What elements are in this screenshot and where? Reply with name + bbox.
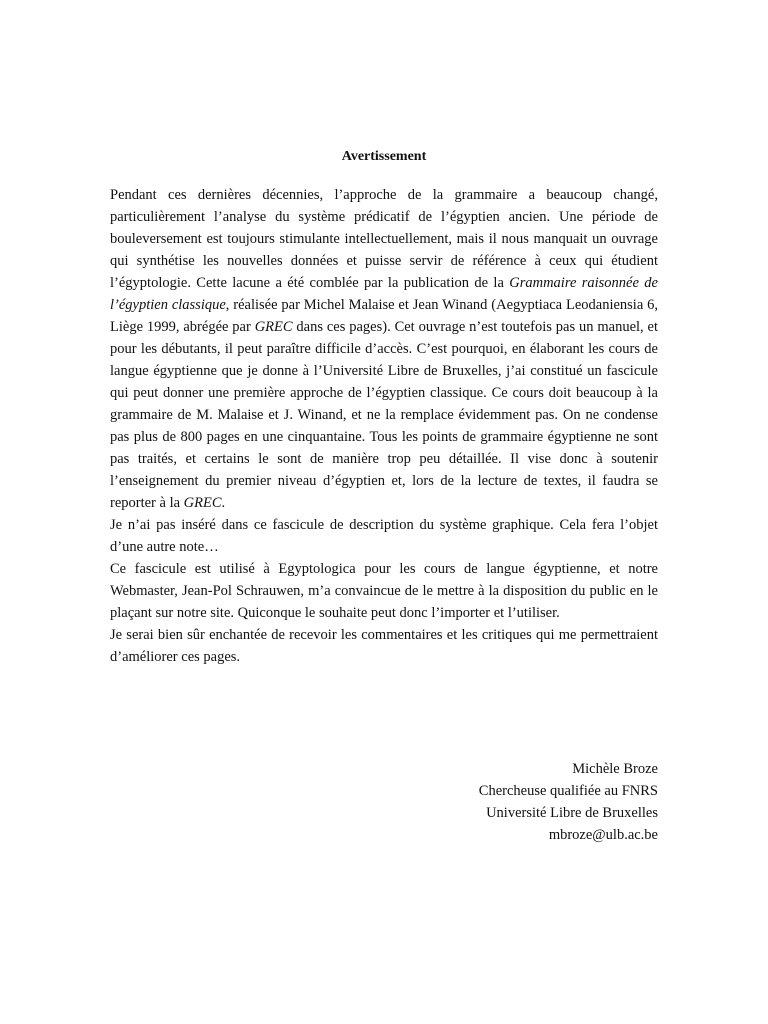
body-text [110,184,658,668]
grec-abbreviation-end: GREC [183,495,222,511]
book-title-italic: Grammaire raisonnée de l’égyptien classique [110,275,658,313]
paragraph-1-text-d: . [221,495,226,511]
author-role: Chercheuse qualifiée au FNRS [478,783,658,799]
grec-abbreviation: GREC [254,319,293,335]
author-name: Michèle Broze [572,761,658,777]
paragraph-1-text-c: dans ces pages). Cet ouvrage n’est toutefois pas un manuel, et pour les débutants, il peut paraître difficile d’accès. C’est pourquoi, en élaborant les cours de langue égyptienne que je donne à l’Université Libre de Bruxelles, j’ai constitué un fascicule qui peut donner une première approche de l’égyptien classique. Ce cours doit beaucoup à la grammaire de M. Malaise et J. Winand, et ne la remplace évidemment pas. On ne condense pas plus de 800 pages en une cinquantaine. Tous les points de grammaire égyptienne ne sont pas traités, et certains le sont de manière trop peu détaillée. Il vise donc à soutenir l’enseignement du premier niveau d’égyptien et, lors de la lecture de textes, il faudra se reporter à la [110,319,658,511]
paragraph-3: Ce fascicule est utilisé à Egyptologica pour les cours de langue égyptienne, et notre Webmaster, Jean-Pol Schrauwen, m’a convaincue de le mettre à la disposition du public en le plaçant sur notre site. Quiconque le souhaite peut donc l’importer et l’utiliser. [110,561,658,621]
paragraph-4: Je serai bien sûr enchantée de recevoir les commentaires et les critiques qui me permettraient d’améliorer ces pages. [110,627,658,665]
paragraph-1 [110,184,658,514]
paragraph-1-text-a: Pendant ces dernières décennies, l’approche de la grammaire a beaucoup changé, particulièrement l’analyse du système prédicatif de l’égyptien ancien. Une période de bouleversement est toujours stimulante intellectuellement, mais il nous manquait un ouvrage qui synthétise les nouvelles données et puisse servir de référence à ceux qui étudient l’égyptologie. Cette lacune a été comblée par la publication de la [110,187,658,291]
author-email: mbroze@ulb.ac.be [548,827,658,843]
signature-block [479,758,658,846]
paragraph-2: Je n’ai pas inséré dans ce fascicule de description du système graphique. Cela fera l’objet d’une autre note… [110,517,658,555]
page-title: Avertissement [341,149,427,164]
paragraph-1-text-b: , réalisée par Michel Malaise et Jean Winand (Aegyptiaca Leodaniensia 6, Liège 1999, abrégée par [110,297,659,335]
author-institution: Université Libre de Bruxelles [486,805,658,821]
